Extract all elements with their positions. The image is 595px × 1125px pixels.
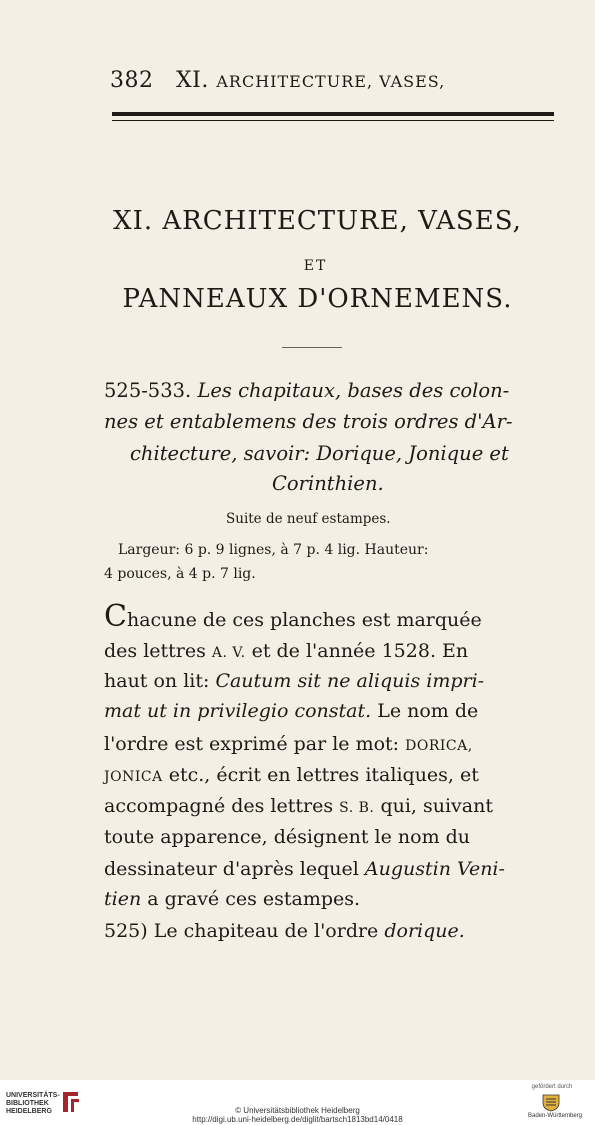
- body-text-4a: mat ut in privilegio constat.: [104, 700, 372, 722]
- entry-suite: Suite de neuf estampes.: [226, 511, 391, 527]
- body-line-6: [104, 764, 479, 786]
- body-text-5b: DORICA,: [405, 738, 473, 754]
- body-text-11b: dorique.: [384, 920, 465, 942]
- body-text-4b: Le nom de: [377, 700, 479, 722]
- header-rule-thin: [112, 120, 554, 121]
- copyright-text: © Universitätsbibliothek Heidelberg: [235, 1106, 360, 1115]
- body-line-3: [104, 670, 484, 692]
- body-text-2a: des lettres: [104, 640, 206, 662]
- entry-title-2: nes et entablemens des trois ordres d'Ar-: [104, 410, 513, 433]
- entry-title-4: Corinthien.: [272, 472, 384, 495]
- library-name-1: UNIVERSITÄTS-: [6, 1092, 60, 1099]
- entry-title-3: chitecture, savoir: Dorique, Jonique et: [130, 442, 509, 465]
- source-url-link[interactable]: http://digi.ub.uni-heidelberg.de/diglit/bartsch1813bd14/0418: [192, 1115, 403, 1124]
- entry-line-1: [104, 379, 509, 402]
- funder-crest-icon: [540, 1092, 562, 1112]
- entry-number: 525-533.: [104, 379, 192, 402]
- body-text-3b: Cautum sit ne aliquis impri-: [215, 670, 485, 692]
- section-title-et: ET: [303, 258, 328, 274]
- body-line-9: [104, 858, 505, 880]
- entry-title-1: Les chapitaux, bases des colon-: [197, 379, 510, 402]
- body-text-6a: JONICA: [104, 769, 163, 785]
- section-title-line1: XI. ARCHITECTURE, VASES,: [113, 206, 522, 236]
- header-rule-thick: [112, 112, 554, 116]
- library-name-3: HEIDELBERG: [6, 1108, 52, 1115]
- running-head-numeral: XI.: [175, 68, 209, 93]
- entry-dimensions-2: 4 pouces, à 4 p. 7 lig.: [104, 566, 256, 582]
- running-head-title: ARCHITECTURE, VASES,: [216, 72, 446, 91]
- body-line-7: [104, 795, 493, 817]
- library-name-2: BIBLIOTHEK: [6, 1100, 49, 1107]
- body-text-3a: haut on lit:: [104, 670, 210, 692]
- body-line-8: toute apparence, désignent le nom du: [104, 826, 471, 848]
- running-head: [110, 68, 445, 93]
- body-text-1: hacune de ces planches est marquée: [126, 609, 482, 631]
- body-line-10: [104, 888, 360, 910]
- body-text-7b: S. B.: [339, 800, 375, 816]
- body-text-9b: Augustin Veni-: [364, 858, 505, 880]
- body-text-7a: accompagné des lettres: [104, 795, 334, 817]
- body-text-10a: tien: [104, 888, 142, 910]
- body-text-10b: a gravé ces estampes.: [147, 888, 361, 910]
- body-text-5a: l'ordre est exprimé par le mot:: [104, 733, 400, 755]
- body-text-2c: et de l'année 1528. En: [251, 640, 469, 662]
- section-divider: [282, 347, 342, 348]
- entry-dimensions-1: Largeur: 6 p. 9 lignes, à 7 p. 4 lig. Hauteur:: [118, 542, 429, 558]
- section-title-line2: PANNEAUX D'ORNEMENS.: [122, 284, 513, 314]
- body-text-6b: etc., écrit en lettres italiques, et: [168, 764, 479, 786]
- entry-line-4: [272, 472, 384, 495]
- body-text-11a: 525) Le chapiteau de l'ordre: [104, 920, 379, 942]
- body-text-2b: A. V.: [211, 645, 246, 661]
- body-line-4: [104, 700, 478, 722]
- body-line-2: [104, 640, 468, 662]
- body-text-7c: qui, suivant: [380, 795, 493, 817]
- body-line-11: [104, 920, 465, 942]
- body-line-5: [104, 733, 473, 755]
- entry-line-2: [104, 410, 513, 433]
- body-line-1: [104, 599, 482, 634]
- body-text-9a: dessinateur d'après lequel: [104, 858, 359, 880]
- page-number: 382: [110, 68, 154, 93]
- drop-cap: C: [104, 599, 127, 634]
- copyright-notice: [0, 1106, 595, 1124]
- funder-name: Baden-Württemberg: [527, 1113, 583, 1119]
- entry-line-3: [130, 442, 509, 465]
- funded-by-label: gefördert durch: [531, 1084, 573, 1090]
